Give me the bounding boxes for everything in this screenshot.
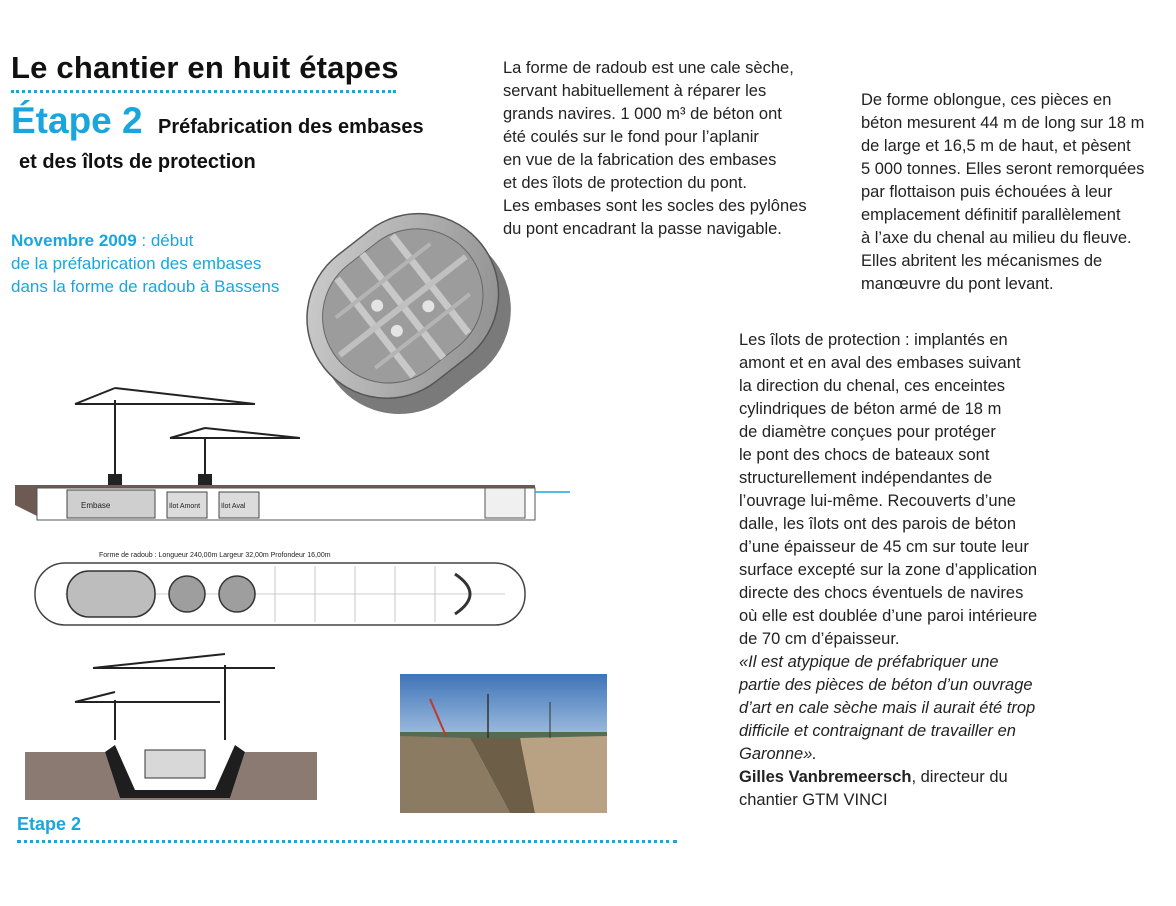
text-line: Elles abritent les mécanismes de xyxy=(861,252,1103,270)
text-line: et des îlots de protection du pont. xyxy=(503,174,747,192)
text-line: de large et 16,5 m de haut, et pèsent xyxy=(861,137,1131,155)
text-line: 5 000 tonnes. Elles seront remorquées xyxy=(861,160,1145,178)
text-line: manœuvre du pont levant. xyxy=(861,275,1054,293)
text-line: surface excepté sur la zone d’application xyxy=(739,561,1038,579)
text-line: à l’axe du chenal au milieu du fleuve. xyxy=(861,229,1132,247)
dry-dock-diagram xyxy=(15,380,575,650)
text-line: Les embases sont les socles des pylônes xyxy=(503,197,807,215)
text-line: structurellement indépendantes de xyxy=(739,469,993,487)
timeline-date: Novembre 2009 xyxy=(11,231,137,250)
text-line: Les îlots de protection : implantés en xyxy=(739,331,1008,349)
text-block-ilots xyxy=(739,329,1064,812)
author-line xyxy=(739,766,1064,789)
text-line: amont et en aval des embases suivant xyxy=(739,354,1021,372)
crane-icon xyxy=(170,428,300,485)
footer-caption: Etape 2 xyxy=(17,814,82,834)
timeline-line3: dans la forme de radoub à Bassens xyxy=(11,277,280,296)
text-line: De forme oblongue, ces pièces en xyxy=(861,91,1112,109)
author-role: , directeur du xyxy=(911,768,1008,786)
step-subtitle-line1: Préfabrication des embases xyxy=(158,116,424,138)
footer-underline xyxy=(17,840,677,843)
text-line: cylindriques de béton armé de 18 m xyxy=(739,400,1002,418)
timeline-line2: de la préfabrication des embases xyxy=(11,254,262,273)
crane-icon xyxy=(75,692,220,740)
text-block-embases xyxy=(861,89,1171,296)
text-line: béton mesurent 44 m de long sur 18 m xyxy=(861,114,1145,132)
label-embase: Embase xyxy=(81,501,111,510)
text-line: grands navires. 1 000 m³ de béton ont xyxy=(503,105,782,123)
text-line: l’ouvrage lui-même. Recouverts d’une xyxy=(739,492,1016,510)
text-line: d’une épaisseur de 45 cm sur toute leur xyxy=(739,538,1029,556)
text-line: le pont des chocs de bateaux sont xyxy=(739,446,990,464)
text-line: de 70 cm d’épaisseur. xyxy=(739,630,900,648)
text-line: par flottaison puis échouées à leur xyxy=(861,183,1113,201)
quote-line: difficile et contraignant de travailler en xyxy=(739,722,1016,740)
text-line: du pont encadrant la passe navigable. xyxy=(503,220,782,238)
timeline-suffix: : début xyxy=(136,231,194,250)
text-line: La forme de radoub est une cale sèche, xyxy=(503,59,794,77)
quote-line: Garonne». xyxy=(739,745,817,763)
dry-dock-photo xyxy=(400,674,607,813)
timeline-note xyxy=(11,229,279,298)
author-role2: chantier GTM VINCI xyxy=(739,791,888,809)
quote-line: «Il est atypique de préfabriquer une xyxy=(739,653,999,671)
crane-icon xyxy=(75,388,255,485)
step-label: Étape 2 xyxy=(11,100,143,141)
text-line: la direction du chenal, ces enceintes xyxy=(739,377,1005,395)
text-block-forme-radoub xyxy=(503,57,823,241)
text-line: été coulés sur le fond pour l’aplanir xyxy=(503,128,759,146)
label-amont: Ilot Amont xyxy=(169,503,201,510)
dock-cross-section xyxy=(25,650,325,805)
text-line: servant habituellement à réparer les xyxy=(503,82,767,100)
quote-line: partie des pièces de béton d’un ouvrage xyxy=(739,676,1033,694)
author-name: Gilles Vanbremeersch xyxy=(739,768,912,786)
text-line: de diamètre conçues pour protéger xyxy=(739,423,996,441)
dims-label: Forme de radoub : Longueur 240,00m Largeur 32,00m Profondeur 16,00m xyxy=(99,552,331,559)
label-aval: Ilot Aval xyxy=(221,503,246,510)
quote-line: d’art en cale sèche mais il aurait été trop xyxy=(739,699,1036,717)
text-line: en vue de la fabrication des embases xyxy=(503,151,777,169)
text-line: où elle est doublée d’une paroi intérieure xyxy=(739,607,1038,625)
text-line: emplacement définitif parallèlement xyxy=(861,206,1121,224)
page-title: Le chantier en huit étapes xyxy=(11,50,399,85)
step-subtitle-line2: et des îlots de protection xyxy=(19,151,256,173)
title-underline xyxy=(11,90,396,93)
text-line: dalle, les îlots ont des parois de béton xyxy=(739,515,1017,533)
crane-icon xyxy=(93,654,275,740)
text-line: directe des chocs éventuels de navires xyxy=(739,584,1024,602)
